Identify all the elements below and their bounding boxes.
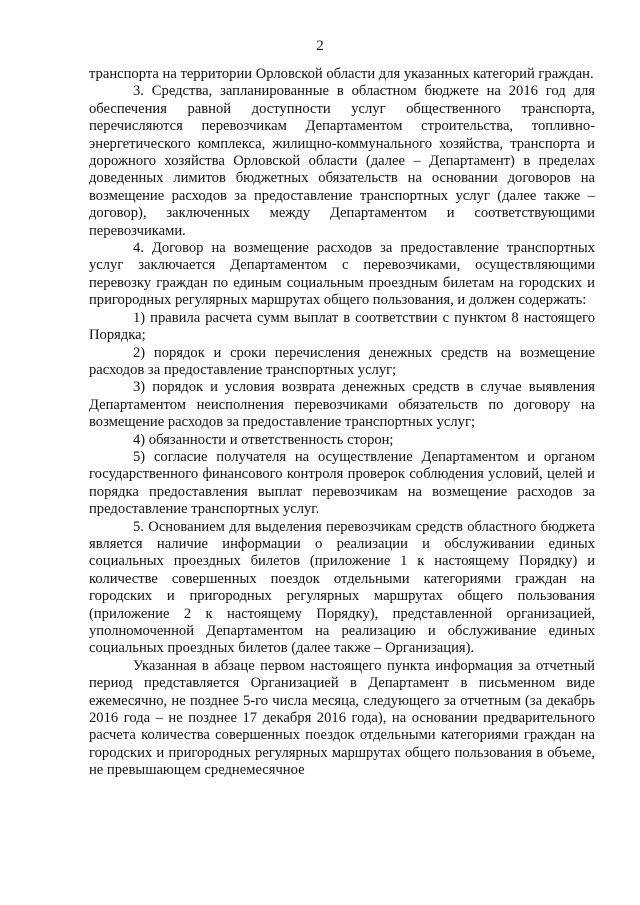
document-body: [89, 66, 595, 780]
subitem-4: 4) обязанности и ответственность сторон;: [133, 431, 394, 448]
subitem-3: 3) порядок и условия возврата денежных средств в случае выявления Департаментом неисполнения перевозчиками обязательств по договору на возмещение расходов за предоставление транспортных услуг;: [89, 379, 595, 431]
paragraph-item-3: 3. Средства, запланированные в областном бюджете на 2016 год для обеспечения равной доступности услуг общественного транспорта, перечисляются перевозчикам Департаментом строительства, топливно-энергетического комплекса, жилищно-коммунального хозяйства, транспорта и дорожного хозяйства Орловской области (далее – Департамент) в пределах доведенных лимитов бюджетных обязательств на основании договоров на возмещение расходов за предоставление транспортных услуг (далее также – договор), заключенных между Департаментом и соответствующими перевозчиками.: [89, 83, 595, 239]
subitem-2: 2) порядок и сроки перечисления денежных средств на возмещение расходов за предоставление транспортных услуг;: [89, 344, 595, 378]
paragraph-continuation: транспорта на территории Орловской области для указанных категорий граждан.: [89, 66, 594, 82]
paragraph-item-4: 4. Договор на возмещение расходов за предоставление транспортных услуг заключается Департаментом с перевозчиками, осуществляющими перевозку граждан по единым социальным проездным билетам на городских и пригородных регулярных маршрутах общего пользования, и должен содержать:: [89, 240, 595, 309]
page-number: 2: [316, 38, 324, 54]
subitem-5: 5) согласие получателя на осуществление Департаментом и органом государственного финансового контроля проверок соблюдения условий, целей и порядка предоставления выплат перевозчикам на возмещение расходов за предоставление транспортных услуг.: [89, 448, 595, 518]
subitem-1: 1) правила расчета сумм выплат в соответствии с пунктом 8 настоящего Порядка;: [89, 309, 595, 344]
paragraph-item-5: 5. Основанием для выделения перевозчикам средств областного бюджета является наличие информации о реализации и обслуживании единых социальных проездных билетов (приложение 1 к настоящему Порядку) и количестве совершенных поездок отдельными категориями граждан на городских и пригородных регулярных маршрутах общего пользования (приложение 2 к настоящему Порядку), представленной организацией, уполномоченной Департаментом на реализацию и обслуживание единых социальных проездных билетов (далее также – Организация).: [89, 518, 595, 657]
paragraph-item-5-detail: Указанная в абзаце первом настоящего пункта информация за отчетный период представляется Организацией в Департамент в письменном виде ежемесячно, не позднее 5-го числа месяца, следующего за отчетным (за декабрь 2016 года – не позднее 17 декабря 2016 года), на основании предварительного расчета количества совершенных поездок отдельными категориями граждан на городских и пригородных регулярных маршрутах общего пользования в объеме, не превышающем среднемесячное: [89, 657, 595, 779]
